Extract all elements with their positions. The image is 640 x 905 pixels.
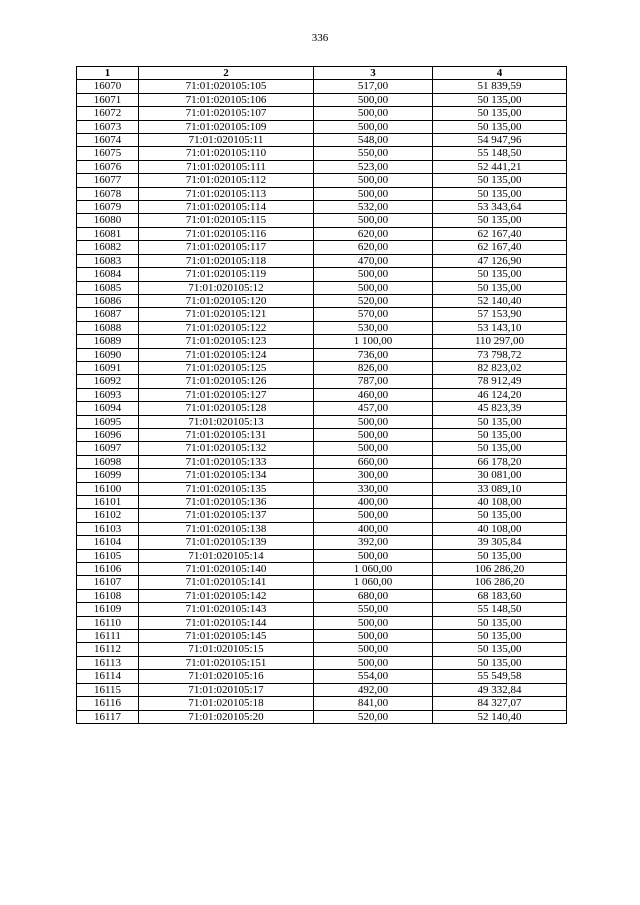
- table-row: [77, 643, 567, 656]
- value-cell: 52 140,40: [433, 294, 567, 307]
- value-cell: 39 305,84: [433, 536, 567, 549]
- value-cell: 50 135,00: [433, 268, 567, 281]
- table-row: [77, 201, 567, 214]
- row-number-cell: 16113: [77, 656, 139, 669]
- area-cell: 400,00: [314, 522, 433, 535]
- row-number-cell: 16083: [77, 254, 139, 267]
- value-cell: 47 126,90: [433, 254, 567, 267]
- table-row: [77, 335, 567, 348]
- row-number-cell: 16101: [77, 496, 139, 509]
- area-cell: 523,00: [314, 160, 433, 173]
- row-number-cell: 16090: [77, 348, 139, 361]
- value-cell: 46 124,20: [433, 388, 567, 401]
- value-cell: 50 135,00: [433, 174, 567, 187]
- cadastral-number-cell: 71:01:020105:107: [139, 107, 314, 120]
- value-cell: 84 327,07: [433, 697, 567, 710]
- area-cell: 736,00: [314, 348, 433, 361]
- table-row: [77, 589, 567, 602]
- row-number-cell: 16082: [77, 241, 139, 254]
- cadastral-number-cell: 71:01:020105:16: [139, 670, 314, 683]
- value-cell: 106 286,20: [433, 563, 567, 576]
- row-number-cell: 16115: [77, 683, 139, 696]
- column-header-3: 3: [314, 67, 433, 80]
- area-cell: 680,00: [314, 589, 433, 602]
- value-cell: 30 081,00: [433, 469, 567, 482]
- area-cell: 500,00: [314, 174, 433, 187]
- cadastral-number-cell: 71:01:020105:133: [139, 455, 314, 468]
- value-cell: 57 153,90: [433, 308, 567, 321]
- value-cell: 40 108,00: [433, 522, 567, 535]
- cadastral-number-cell: 71:01:020105:110: [139, 147, 314, 160]
- value-cell: 73 798,72: [433, 348, 567, 361]
- cadastral-number-cell: 71:01:020105:13: [139, 415, 314, 428]
- area-cell: 500,00: [314, 509, 433, 522]
- row-number-cell: 16110: [77, 616, 139, 629]
- value-cell: 53 143,10: [433, 321, 567, 334]
- table-row: [77, 147, 567, 160]
- table-row: [77, 214, 567, 227]
- table-row: [77, 294, 567, 307]
- table-row: [77, 576, 567, 589]
- row-number-cell: 16116: [77, 697, 139, 710]
- cadastral-number-cell: 71:01:020105:124: [139, 348, 314, 361]
- table-row: [77, 496, 567, 509]
- value-cell: 50 135,00: [433, 415, 567, 428]
- cadastral-number-cell: 71:01:020105:132: [139, 442, 314, 455]
- area-cell: 457,00: [314, 402, 433, 415]
- column-header-1: 1: [77, 67, 139, 80]
- table-row: [77, 697, 567, 710]
- area-cell: 841,00: [314, 697, 433, 710]
- value-cell: 53 343,64: [433, 201, 567, 214]
- table-body: [77, 80, 567, 724]
- row-number-cell: 16104: [77, 536, 139, 549]
- row-number-cell: 16093: [77, 388, 139, 401]
- table-row: [77, 174, 567, 187]
- value-cell: 50 135,00: [433, 107, 567, 120]
- value-cell: 106 286,20: [433, 576, 567, 589]
- column-header-4: 4: [433, 67, 567, 80]
- page-number: 336: [311, 32, 329, 44]
- table-row: [77, 348, 567, 361]
- table-row: [77, 415, 567, 428]
- area-cell: 500,00: [314, 268, 433, 281]
- value-cell: 50 135,00: [433, 630, 567, 643]
- row-number-cell: 16071: [77, 93, 139, 106]
- table-row: [77, 268, 567, 281]
- table-row: [77, 160, 567, 173]
- cadastral-number-cell: 71:01:020105:109: [139, 120, 314, 133]
- table-row: [77, 455, 567, 468]
- row-number-cell: 16096: [77, 428, 139, 441]
- table-row: [77, 134, 567, 147]
- table-row: [77, 308, 567, 321]
- area-cell: 520,00: [314, 294, 433, 307]
- area-cell: 520,00: [314, 710, 433, 723]
- table-row: [77, 254, 567, 267]
- value-cell: 62 167,40: [433, 241, 567, 254]
- table-row: [77, 616, 567, 629]
- area-cell: 550,00: [314, 603, 433, 616]
- cadastral-number-cell: 71:01:020105:145: [139, 630, 314, 643]
- cadastral-number-cell: 71:01:020105:15: [139, 643, 314, 656]
- value-cell: 52 140,40: [433, 710, 567, 723]
- area-cell: 517,00: [314, 80, 433, 93]
- value-cell: 78 912,49: [433, 375, 567, 388]
- area-cell: 787,00: [314, 375, 433, 388]
- area-cell: 500,00: [314, 107, 433, 120]
- row-number-cell: 16099: [77, 469, 139, 482]
- area-cell: 500,00: [314, 281, 433, 294]
- area-cell: 500,00: [314, 120, 433, 133]
- row-number-cell: 16108: [77, 589, 139, 602]
- row-number-cell: 16092: [77, 375, 139, 388]
- cadastral-number-cell: 71:01:020105:127: [139, 388, 314, 401]
- cadastral-number-cell: 71:01:020105:121: [139, 308, 314, 321]
- row-number-cell: 16117: [77, 710, 139, 723]
- value-cell: 55 549,58: [433, 670, 567, 683]
- row-number-cell: 16102: [77, 509, 139, 522]
- value-cell: 66 178,20: [433, 455, 567, 468]
- area-cell: 660,00: [314, 455, 433, 468]
- value-cell: 55 148,50: [433, 147, 567, 160]
- value-cell: 50 135,00: [433, 214, 567, 227]
- cadastral-number-cell: 71:01:020105:117: [139, 241, 314, 254]
- row-number-cell: 16097: [77, 442, 139, 455]
- row-number-cell: 16075: [77, 147, 139, 160]
- area-cell: 500,00: [314, 428, 433, 441]
- cadastral-number-cell: 71:01:020105:14: [139, 549, 314, 562]
- row-number-cell: 16087: [77, 308, 139, 321]
- cadastral-number-cell: 71:01:020105:11: [139, 134, 314, 147]
- row-number-cell: 16105: [77, 549, 139, 562]
- cadastral-number-cell: 71:01:020105:114: [139, 201, 314, 214]
- row-number-cell: 16100: [77, 482, 139, 495]
- area-cell: 500,00: [314, 656, 433, 669]
- cadastral-number-cell: 71:01:020105:151: [139, 656, 314, 669]
- area-cell: 554,00: [314, 670, 433, 683]
- row-number-cell: 16098: [77, 455, 139, 468]
- area-cell: 470,00: [314, 254, 433, 267]
- value-cell: 50 135,00: [433, 643, 567, 656]
- area-cell: 400,00: [314, 496, 433, 509]
- header-row: [77, 67, 567, 80]
- area-cell: 500,00: [314, 616, 433, 629]
- row-number-cell: 16085: [77, 281, 139, 294]
- value-cell: 50 135,00: [433, 509, 567, 522]
- table-row: [77, 107, 567, 120]
- area-cell: 330,00: [314, 482, 433, 495]
- cadastral-number-cell: 71:01:020105:12: [139, 281, 314, 294]
- table-row: [77, 80, 567, 93]
- table-row: [77, 670, 567, 683]
- value-cell: 40 108,00: [433, 496, 567, 509]
- area-cell: 392,00: [314, 536, 433, 549]
- value-cell: 50 135,00: [433, 120, 567, 133]
- area-cell: 530,00: [314, 321, 433, 334]
- row-number-cell: 16103: [77, 522, 139, 535]
- area-cell: 500,00: [314, 214, 433, 227]
- table-row: [77, 375, 567, 388]
- cadastral-number-cell: 71:01:020105:113: [139, 187, 314, 200]
- row-number-cell: 16112: [77, 643, 139, 656]
- area-cell: 500,00: [314, 442, 433, 455]
- table-row: [77, 656, 567, 669]
- value-cell: 45 823,39: [433, 402, 567, 415]
- value-cell: 50 135,00: [433, 616, 567, 629]
- value-cell: 55 148,50: [433, 603, 567, 616]
- value-cell: 49 332,84: [433, 683, 567, 696]
- table-row: [77, 281, 567, 294]
- table-row: [77, 536, 567, 549]
- row-number-cell: 16084: [77, 268, 139, 281]
- cadastral-number-cell: 71:01:020105:126: [139, 375, 314, 388]
- area-cell: 300,00: [314, 469, 433, 482]
- column-header-2: 2: [139, 67, 314, 80]
- row-number-cell: 16107: [77, 576, 139, 589]
- row-number-cell: 16106: [77, 563, 139, 576]
- row-number-cell: 16073: [77, 120, 139, 133]
- cadastral-number-cell: 71:01:020105:115: [139, 214, 314, 227]
- row-number-cell: 16111: [77, 630, 139, 643]
- cadastral-number-cell: 71:01:020105:123: [139, 335, 314, 348]
- table-row: [77, 361, 567, 374]
- area-cell: 500,00: [314, 93, 433, 106]
- area-cell: 1 060,00: [314, 576, 433, 589]
- table-row: [77, 509, 567, 522]
- cadastral-number-cell: 71:01:020105:120: [139, 294, 314, 307]
- table-row: [77, 321, 567, 334]
- row-number-cell: 16081: [77, 227, 139, 240]
- value-cell: 110 297,00: [433, 335, 567, 348]
- area-cell: 500,00: [314, 549, 433, 562]
- area-cell: 460,00: [314, 388, 433, 401]
- table-row: [77, 442, 567, 455]
- cadastral-number-cell: 71:01:020105:136: [139, 496, 314, 509]
- table-row: [77, 187, 567, 200]
- area-cell: 500,00: [314, 643, 433, 656]
- value-cell: 50 135,00: [433, 187, 567, 200]
- row-number-cell: 16109: [77, 603, 139, 616]
- value-cell: 33 089,10: [433, 482, 567, 495]
- table-row: [77, 402, 567, 415]
- table-row: [77, 710, 567, 723]
- row-number-cell: 16080: [77, 214, 139, 227]
- table-row: [77, 630, 567, 643]
- value-cell: 51 839,59: [433, 80, 567, 93]
- row-number-cell: 16074: [77, 134, 139, 147]
- area-cell: 620,00: [314, 241, 433, 254]
- row-number-cell: 16114: [77, 670, 139, 683]
- cadastral-number-cell: 71:01:020105:138: [139, 522, 314, 535]
- cadastral-number-cell: 71:01:020105:137: [139, 509, 314, 522]
- row-number-cell: 16094: [77, 402, 139, 415]
- value-cell: 68 183,60: [433, 589, 567, 602]
- cadastral-number-cell: 71:01:020105:106: [139, 93, 314, 106]
- row-number-cell: 16088: [77, 321, 139, 334]
- cadastral-number-cell: 71:01:020105:142: [139, 589, 314, 602]
- row-number-cell: 16077: [77, 174, 139, 187]
- cadastral-number-cell: 71:01:020105:139: [139, 536, 314, 549]
- cadastral-number-cell: 71:01:020105:122: [139, 321, 314, 334]
- value-cell: 54 947,96: [433, 134, 567, 147]
- table-row: [77, 603, 567, 616]
- table-row: [77, 482, 567, 495]
- row-number-cell: 16078: [77, 187, 139, 200]
- row-number-cell: 16095: [77, 415, 139, 428]
- cadastral-number-cell: 71:01:020105:128: [139, 402, 314, 415]
- row-number-cell: 16070: [77, 80, 139, 93]
- cadastral-number-cell: 71:01:020105:17: [139, 683, 314, 696]
- cadastral-number-cell: 71:01:020105:144: [139, 616, 314, 629]
- cadastral-number-cell: 71:01:020105:105: [139, 80, 314, 93]
- cadastral-number-cell: 71:01:020105:116: [139, 227, 314, 240]
- table-row: [77, 241, 567, 254]
- area-cell: 532,00: [314, 201, 433, 214]
- area-cell: 500,00: [314, 187, 433, 200]
- table-row: [77, 93, 567, 106]
- cadastral-number-cell: 71:01:020105:140: [139, 563, 314, 576]
- cadastral-number-cell: 71:01:020105:143: [139, 603, 314, 616]
- cadastral-number-cell: 71:01:020105:112: [139, 174, 314, 187]
- value-cell: 62 167,40: [433, 227, 567, 240]
- value-cell: 50 135,00: [433, 549, 567, 562]
- area-cell: 500,00: [314, 415, 433, 428]
- row-number-cell: 16079: [77, 201, 139, 214]
- cadastral-number-cell: 71:01:020105:18: [139, 697, 314, 710]
- value-cell: 82 823,02: [433, 361, 567, 374]
- value-cell: 50 135,00: [433, 428, 567, 441]
- cadastral-number-cell: 71:01:020105:134: [139, 469, 314, 482]
- value-cell: 50 135,00: [433, 442, 567, 455]
- table-row: [77, 563, 567, 576]
- row-number-cell: 16089: [77, 335, 139, 348]
- row-number-cell: 16076: [77, 160, 139, 173]
- value-cell: 50 135,00: [433, 93, 567, 106]
- cadastral-number-cell: 71:01:020105:141: [139, 576, 314, 589]
- area-cell: 620,00: [314, 227, 433, 240]
- table-row: [77, 683, 567, 696]
- table-row: [77, 522, 567, 535]
- cadastral-number-cell: 71:01:020105:118: [139, 254, 314, 267]
- area-cell: 500,00: [314, 630, 433, 643]
- table-row: [77, 227, 567, 240]
- value-cell: 52 441,21: [433, 160, 567, 173]
- area-cell: 548,00: [314, 134, 433, 147]
- area-cell: 826,00: [314, 361, 433, 374]
- cadastral-number-cell: 71:01:020105:125: [139, 361, 314, 374]
- row-number-cell: 16086: [77, 294, 139, 307]
- table-row: [77, 120, 567, 133]
- table-row: [77, 549, 567, 562]
- row-number-cell: 16072: [77, 107, 139, 120]
- cadastral-table: [76, 66, 567, 724]
- area-cell: 492,00: [314, 683, 433, 696]
- area-cell: 570,00: [314, 308, 433, 321]
- cadastral-number-cell: 71:01:020105:119: [139, 268, 314, 281]
- area-cell: 1 060,00: [314, 563, 433, 576]
- table-row: [77, 469, 567, 482]
- cadastral-number-cell: 71:01:020105:20: [139, 710, 314, 723]
- cadastral-number-cell: 71:01:020105:135: [139, 482, 314, 495]
- cadastral-number-cell: 71:01:020105:131: [139, 428, 314, 441]
- value-cell: 50 135,00: [433, 281, 567, 294]
- table-row: [77, 388, 567, 401]
- area-cell: 1 100,00: [314, 335, 433, 348]
- area-cell: 550,00: [314, 147, 433, 160]
- row-number-cell: 16091: [77, 361, 139, 374]
- cadastral-number-cell: 71:01:020105:111: [139, 160, 314, 173]
- value-cell: 50 135,00: [433, 656, 567, 669]
- table-row: [77, 428, 567, 441]
